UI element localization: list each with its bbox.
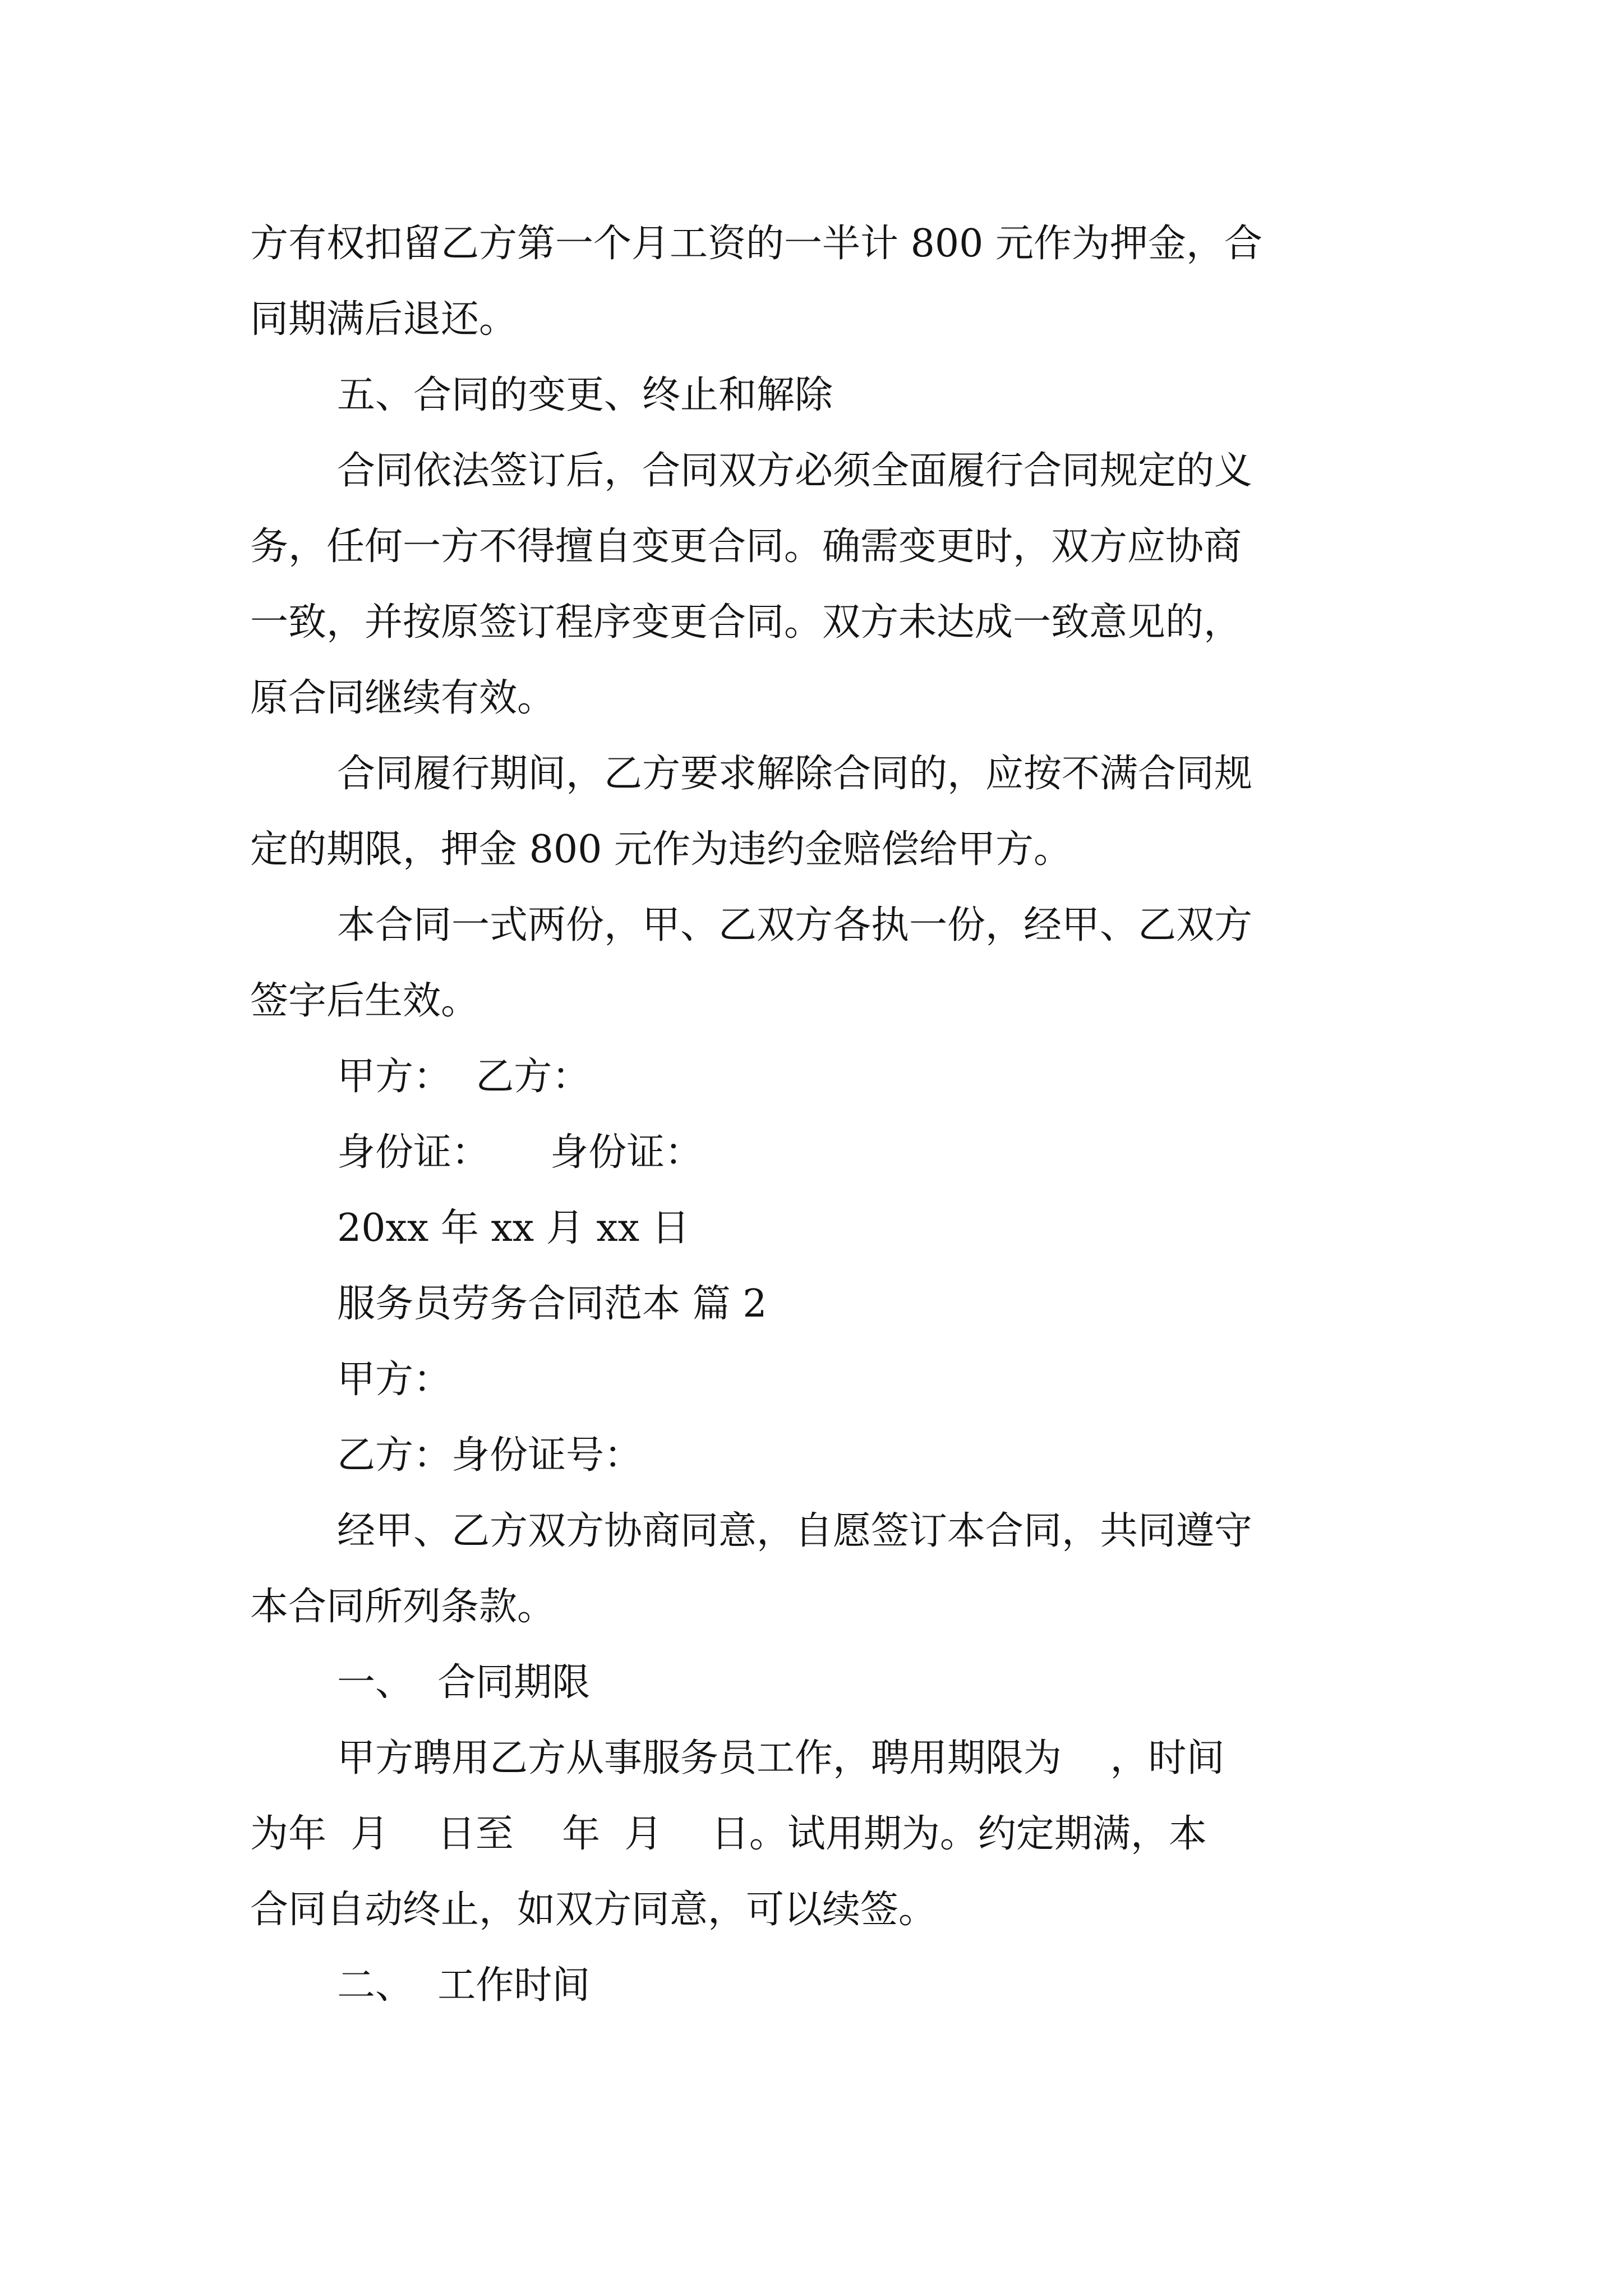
text-line: 本合同所列条款。 (250, 1585, 556, 1629)
text-line: 合同履行期间，乙方要求解除合同的，应按不满合同规 (337, 752, 1253, 796)
signature-line: 甲方： 乙方： (337, 1055, 591, 1099)
section-heading: 五、合同的变更、终止和解除 (337, 373, 833, 417)
document-title: 服务员劳务合同范本 篇 2 (337, 1282, 767, 1326)
text-line: 本合同一式两份，甲、乙双方各执一份，经甲、乙双方 (337, 903, 1253, 947)
text-line: 务，任何一方不得擅自变更合同。确需变更时，双方应协商 (250, 524, 1242, 569)
text-line: 甲方聘用乙方从事服务员工作，聘用期限为 ，时间 (337, 1736, 1225, 1780)
text-line: 定的期限，押金 800 元作为违约金赔偿给甲方。 (250, 827, 1072, 872)
section-heading: 二、 工作时间 (337, 1963, 591, 2008)
date-line: 20xx 年 xx 月 xx 日 (337, 1206, 690, 1250)
text-line: 为年 月 日至 年 月 日。试用期为。约定期满，本 (250, 1812, 1207, 1856)
text-line: 原合同继续有效。 (250, 676, 556, 720)
text-line: 同期满后退还。 (250, 297, 518, 342)
text-line: 方有权扣留乙方第一个月工资的一半计 800 元作为押金，合 (250, 222, 1263, 266)
text-line: 合同自动终止，如双方同意，可以续签。 (250, 1888, 937, 1932)
text-line: 签字后生效。 (250, 979, 479, 1023)
text-line: 一致，并按原签订程序变更合同。双方未达成一致意见的， (250, 600, 1242, 645)
party-a-line: 甲方： (337, 1358, 452, 1402)
party-b-line: 乙方：身份证号： (337, 1433, 643, 1478)
id-line: 身份证： 身份证： (337, 1130, 703, 1175)
text-line: 合同依法签订后，合同双方必须全面履行合同规定的义 (337, 449, 1253, 493)
section-heading: 一、 合同期限 (337, 1660, 591, 1705)
text-line: 经甲、乙方双方协商同意，自愿签订本合同，共同遵守 (337, 1509, 1253, 1553)
